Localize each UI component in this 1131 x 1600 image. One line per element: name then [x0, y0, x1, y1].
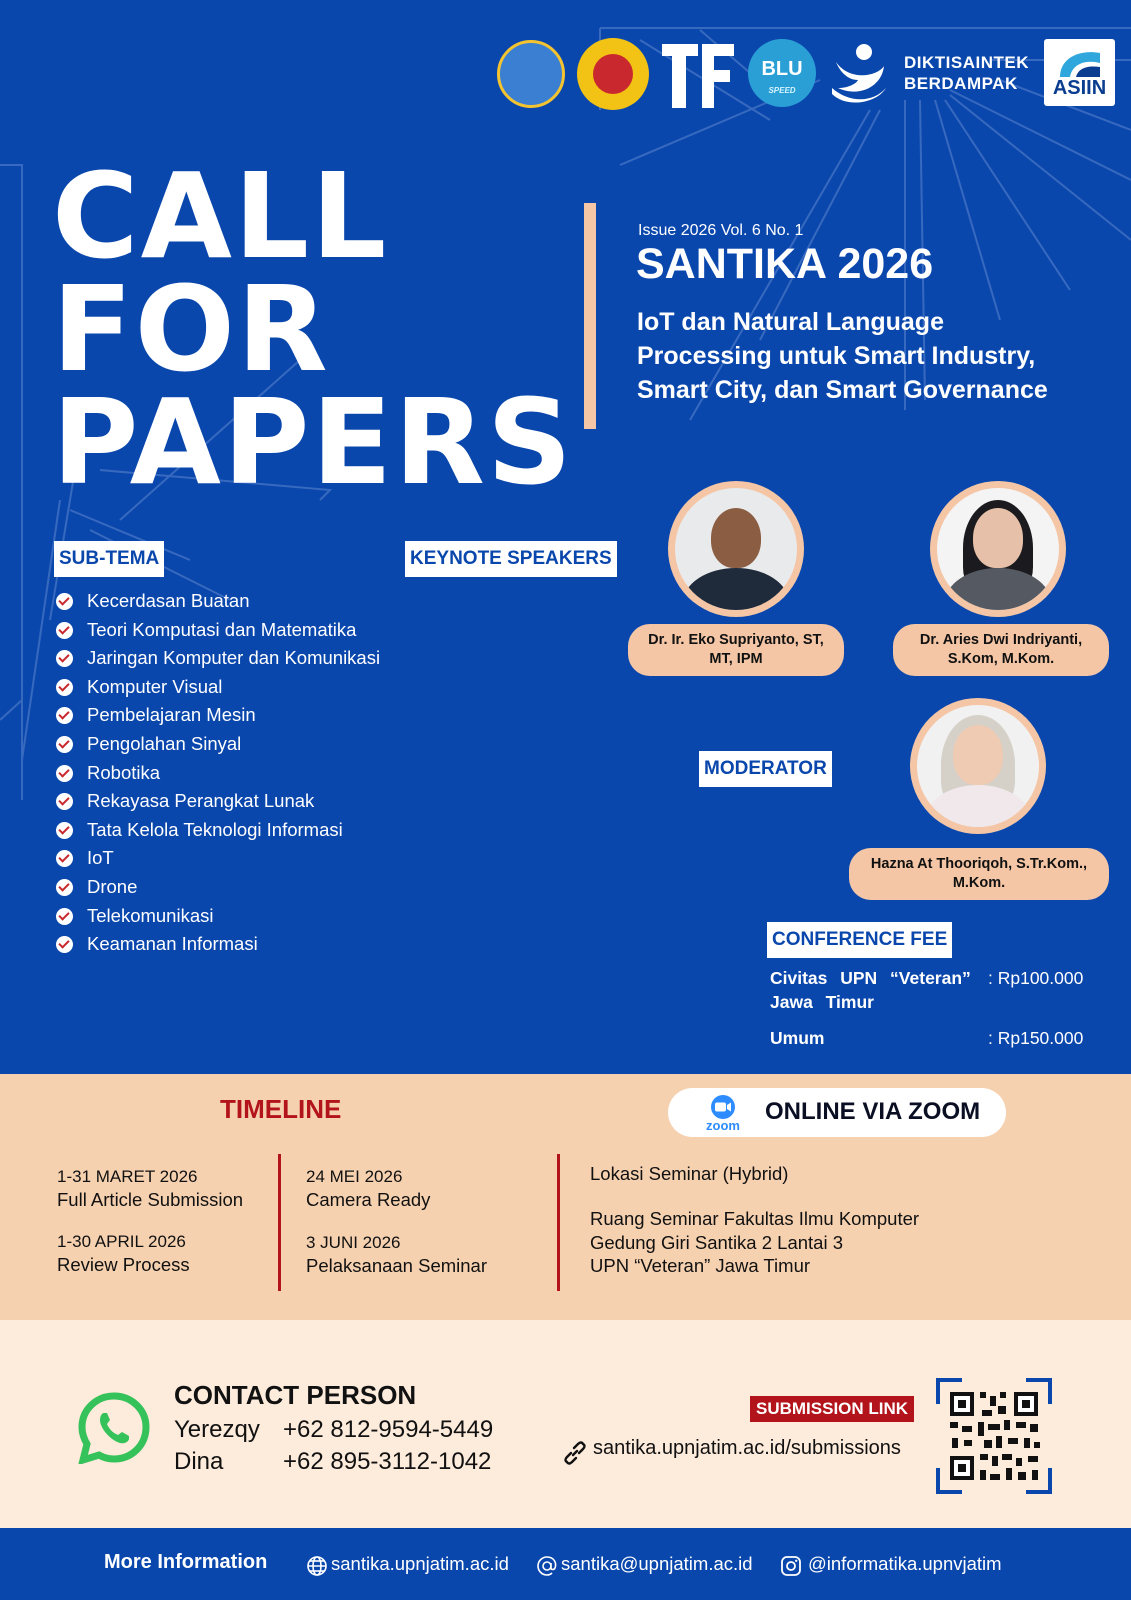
subtema-item-label: Tata Kelola Teknologi Informasi: [87, 818, 343, 840]
moderator-name: [849, 848, 1109, 900]
location-line3: UPN “Veteran” Jawa Timur: [590, 1255, 811, 1276]
qr-code[interactable]: [936, 1378, 1052, 1494]
list-item: [56, 702, 380, 731]
location-title: Lokasi Seminar (Hybrid): [590, 1163, 789, 1184]
headline-line1: CALL: [52, 147, 389, 285]
diktisaintek-logo: [830, 42, 888, 104]
zoom-logo-text: zoom: [706, 1118, 740, 1133]
check-icon: [56, 736, 73, 753]
conference-fee-label: CONFERENCE FEE: [767, 922, 952, 958]
check-icon: [56, 879, 73, 896]
contact-name-1: Yerezqy: [174, 1416, 260, 1443]
headline-line3: PAPERS: [52, 373, 574, 511]
speaker-aries-name: [893, 624, 1109, 676]
blu-logo-text: BLU: [761, 58, 803, 80]
moderator-label: MODERATOR: [699, 751, 832, 787]
call-for-papers-headline: [52, 147, 574, 511]
timeline-date-4: 3 JUNI 2026: [306, 1233, 401, 1252]
blu-logo-sub: SPEED: [768, 86, 796, 95]
speaker-eko-name: [628, 624, 844, 676]
subtema-item-label: Keamanan Informasi: [87, 933, 258, 955]
footer-instagram[interactable]: @informatika.upnvjatim: [808, 1553, 1002, 1574]
contact-title: CONTACT PERSON: [174, 1380, 417, 1410]
theme-line1: IoT dan Natural Language: [637, 308, 944, 336]
list-item: [56, 903, 380, 932]
speaker-aries-photo: [930, 481, 1066, 617]
asiin-label: ASIIN: [1052, 77, 1107, 99]
contact-phone-2[interactable]: +62 895-3112-1042: [283, 1448, 492, 1475]
timeline-divider: [557, 1154, 560, 1291]
theme-line2: Processing untuk Smart Industry,: [637, 342, 1036, 370]
diktisaintek-line1: DIKTISAINTEK: [904, 53, 1029, 72]
speaker-eko-name-line2: MT, IPM: [709, 651, 763, 667]
timeline-date-3: 24 MEI 2026: [306, 1167, 403, 1186]
theme-line3: Smart City, dan Smart Governance: [637, 376, 1048, 404]
whatsapp-icon: [78, 1392, 150, 1464]
speaker-eko-photo: [668, 481, 804, 617]
upn-logo: [577, 38, 649, 110]
fee-category-umum: Umum: [770, 1028, 825, 1048]
timeline-desc-1: Full Article Submission: [57, 1189, 244, 1210]
fee-civitas-line2: Jawa Timur: [770, 992, 874, 1012]
timeline-desc-3: Camera Ready: [306, 1189, 431, 1210]
keynote-speakers-label: KEYNOTE SPEAKERS: [405, 541, 617, 577]
list-item: [56, 645, 380, 674]
timeline-date-2: 1-30 APRIL 2026: [57, 1232, 186, 1251]
location-line1: Ruang Seminar Fakultas Ilmu Komputer: [590, 1208, 920, 1229]
footer-website[interactable]: santika.upnjatim.ac.id: [331, 1553, 509, 1574]
fee-civitas-line1: Civitas UPN “Veteran”: [770, 968, 971, 988]
speaker-aries-name-line1: Dr. Aries Dwi Indriyanti,: [919, 632, 1083, 648]
globe-icon: [306, 1555, 328, 1577]
subtema-item-label: Pembelajaran Mesin: [87, 704, 256, 726]
list-item: [56, 817, 380, 846]
fee-category-civitas: [770, 966, 980, 1014]
moderator-photo: [910, 698, 1046, 834]
check-icon: [56, 593, 73, 610]
list-item: [56, 874, 380, 903]
location-line2: Gedung Giri Santika 2 Lantai 3: [590, 1231, 843, 1253]
issue-label: Issue 2026 Vol. 6 No. 1: [638, 222, 804, 239]
at-icon: [536, 1555, 558, 1577]
asiin-arc-icon: [1056, 47, 1104, 77]
check-icon: [56, 793, 73, 810]
timeline-desc-2: Review Process: [57, 1254, 190, 1275]
submission-url[interactable]: santika.upnjatim.ac.id/submissions: [593, 1437, 901, 1459]
headline-line2: FOR: [52, 260, 330, 398]
list-item: [56, 788, 380, 817]
title-accent-bar: [584, 203, 596, 429]
list-item: [56, 931, 380, 960]
conference-theme: [637, 305, 1097, 407]
zoom-label: ONLINE VIA ZOOM: [765, 1098, 981, 1125]
timeline-desc-4: Pelaksanaan Seminar: [306, 1255, 487, 1276]
footer-email[interactable]: santika@upnjatim.ac.id: [561, 1553, 753, 1574]
location-address: [590, 1207, 919, 1278]
moderator-name-line2: M.Kom.: [952, 875, 1006, 891]
list-item: [56, 731, 380, 760]
contact-name-2: Dina: [174, 1448, 224, 1475]
tf-logo: [658, 44, 734, 108]
subtema-item-label: Drone: [87, 875, 138, 897]
subtema-item-label: Robotika: [87, 761, 161, 783]
diktisaintek-wordmark: [904, 52, 1029, 94]
conference-name: SANTIKA 2026: [636, 240, 934, 288]
list-item: [56, 674, 380, 703]
check-icon: [56, 850, 73, 867]
submission-link-label: SUBMISSION LINK: [750, 1396, 914, 1422]
subtema-label: SUB-TEMA: [54, 541, 164, 577]
check-icon: [56, 822, 73, 839]
subtema-item-label: Rekayasa Perangkat Lunak: [87, 790, 315, 812]
subtema-item-label: IoT: [87, 847, 114, 869]
list-item: [56, 588, 380, 617]
list-item: [56, 760, 380, 789]
list-item: [56, 617, 380, 646]
check-icon: [56, 908, 73, 925]
instagram-icon: [780, 1555, 802, 1577]
subtema-item-label: Jaringan Komputer dan Komunikasi: [87, 647, 381, 669]
check-icon: [56, 936, 73, 953]
subtema-item-label: Komputer Visual: [87, 675, 223, 697]
kemdikbud-logo: [497, 40, 565, 108]
list-item: [56, 845, 380, 874]
speaker-aries-name-line2: S.Kom, M.Kom.: [947, 651, 1055, 667]
check-icon: [56, 765, 73, 782]
check-icon: [56, 622, 73, 639]
footer-more-info-label: More Information: [104, 1551, 268, 1573]
subtema-item-label: Kecerdasan Buatan: [87, 590, 250, 611]
diktisaintek-line2: BERDAMPAK: [904, 74, 1018, 93]
subtema-list: [56, 588, 380, 960]
fee-price-civitas: : Rp100.000: [988, 968, 1084, 988]
check-icon: [56, 650, 73, 667]
timeline-title: TIMELINE: [220, 1094, 342, 1124]
subtema-item-label: Teori Komputasi dan Matematika: [87, 618, 357, 640]
check-icon: [56, 679, 73, 696]
subtema-item-label: Pengolahan Sinyal: [87, 732, 242, 754]
link-icon: [562, 1440, 588, 1466]
subtema-item-label: Telekomunikasi: [87, 904, 214, 926]
asiin-logo: [1044, 39, 1115, 106]
timeline-date-1: 1-31 MARET 2026: [57, 1167, 198, 1186]
timeline-divider: [278, 1154, 281, 1291]
fee-price-umum: : Rp150.000: [988, 1028, 1084, 1048]
contact-phone-1[interactable]: +62 812-9594-5449: [283, 1416, 494, 1443]
blu-logo: [748, 39, 816, 107]
check-icon: [56, 707, 73, 724]
speaker-eko-name-line1: Dr. Ir. Eko Supriyanto, ST,: [648, 632, 824, 648]
moderator-name-line1: Hazna At Thooriqoh, S.Tr.Kom.,: [870, 856, 1088, 872]
